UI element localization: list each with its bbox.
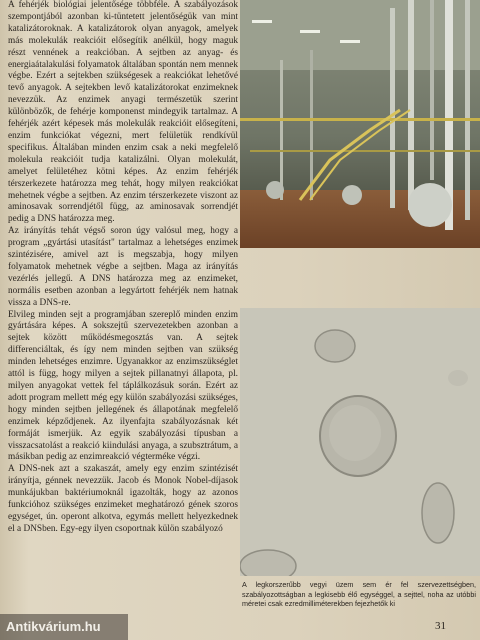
watermark-logo: Antikvárium.hu (0, 614, 128, 640)
caption-text: A legkorszerűbb vegyi üzem sem ér fel szervezettségben, szabályozottságban a legkisebb élő egységgel, a sejttel, noha az utóbbi méretei csak ezredmilliméterekben fejezhetők ki (242, 580, 476, 609)
paragraph-4: A DNS-nek azt a szakaszát, amely egy enzim szintézisét irányítja, génnek nevezzük. Jacob és Monok Nobel-díjasok munkájukban baktériumoknál igazolták, hogy az azonos funkcióhoz szükséges enzimeket meghatározó gének szoros egységet, ún. operont alkotva, egymás mellett helyezkednek el a DNSben. Egy-egy ilyen csoportnak külön szabályozó (8, 464, 238, 534)
photo-caption (242, 580, 476, 609)
chemical-plant-photo (240, 0, 480, 248)
paragraph-1: A fehérjék biológiai jelentősége többféle. A szabályozások szempontjából azonban ki-tüntetett jelentőségük van mint katalizátoroknak. A katalizátorok olyan anyagok, amelyek más molekulák reakcióit elősegítik anélkül, hogy maguk részt vennének a reakcióban. A sejtben az anyag- és energiaátalakulási folyamatok általában spontán nem mennek végbe. Ezért a sejtekben szükségesek a reakciókat lehetővé tevő anyagok. A sejtekben levő katalizátorokat enzimeknek nevezzük. Az enzimek anyagi természetük szerint különbözők, de fehérje komponenst mindegyik tartalmaz. A fehérjék azért képesek más molekulák reakcióit elősegíteni, enzim funkciókat végezni, mert felületük rendkívül specifikus. Általában minden enzim csak a neki megfelelő molekula reakcióit tudja katalizálni. Olyan molekulát, amelyet felületéhez kötni képes. Az enzim fehérjék térszerkezete határozza meg tehát, hogy milyen reakciókat mehetnek végbe a sejtben. Az enzim térszerkezete viszont az aminosavak sorrendjétől függ, az aminosavak sorrendjét pedig a DNS határozza meg. (8, 0, 238, 225)
page-number: 31 (435, 620, 446, 632)
body-text-column (8, 0, 238, 612)
paragraph-2: Az irányítás tehát végső soron úgy valósul meg, hogy a program „gyártási utasítást" tartalmaz a lehetséges enzimek szintézisére, amivel azt is megszabja, hogy milyen folyamatok mehetnek végbe a sejtben. Maga az irányítás vezérlés jellegű. A DNS határozza meg az enzimeket, normális esetben azonban a legyártott fehérjék nem hatnak vissza a DNS-re. (8, 226, 238, 308)
paragraph-3: Elvileg minden sejt a programjában szereplő minden enzim gyártására képes. A sokszejtű szervezetekben azonban a sejtek között működésmegosztás van. A sejtek differenciáltak, és így nem minden sejtben van szükség minden lehetséges enzimre. Ugyanakkor az enzimszükséglet attól is függ, hogy milyen a sejtek pillanatnyi állapota, pl. milyen anyagokat vettek fel táplálkozásuk során. Ezért az adott program mellett még egy külön szabályozási szükséges, hogy minden sejtben jellegének és állapotának megfelelő enzimek képződjenek. Az ilyenfajta szabályozásnak két formáját ismerjük. Az egyik szabályozási típusban a visszacsatolást a reakció kiindulási anyaga, a szubsztrátum, a másikban pedig az enzimreakció végterméke végzi. (8, 309, 238, 463)
cell-micrograph-photo (240, 308, 480, 576)
